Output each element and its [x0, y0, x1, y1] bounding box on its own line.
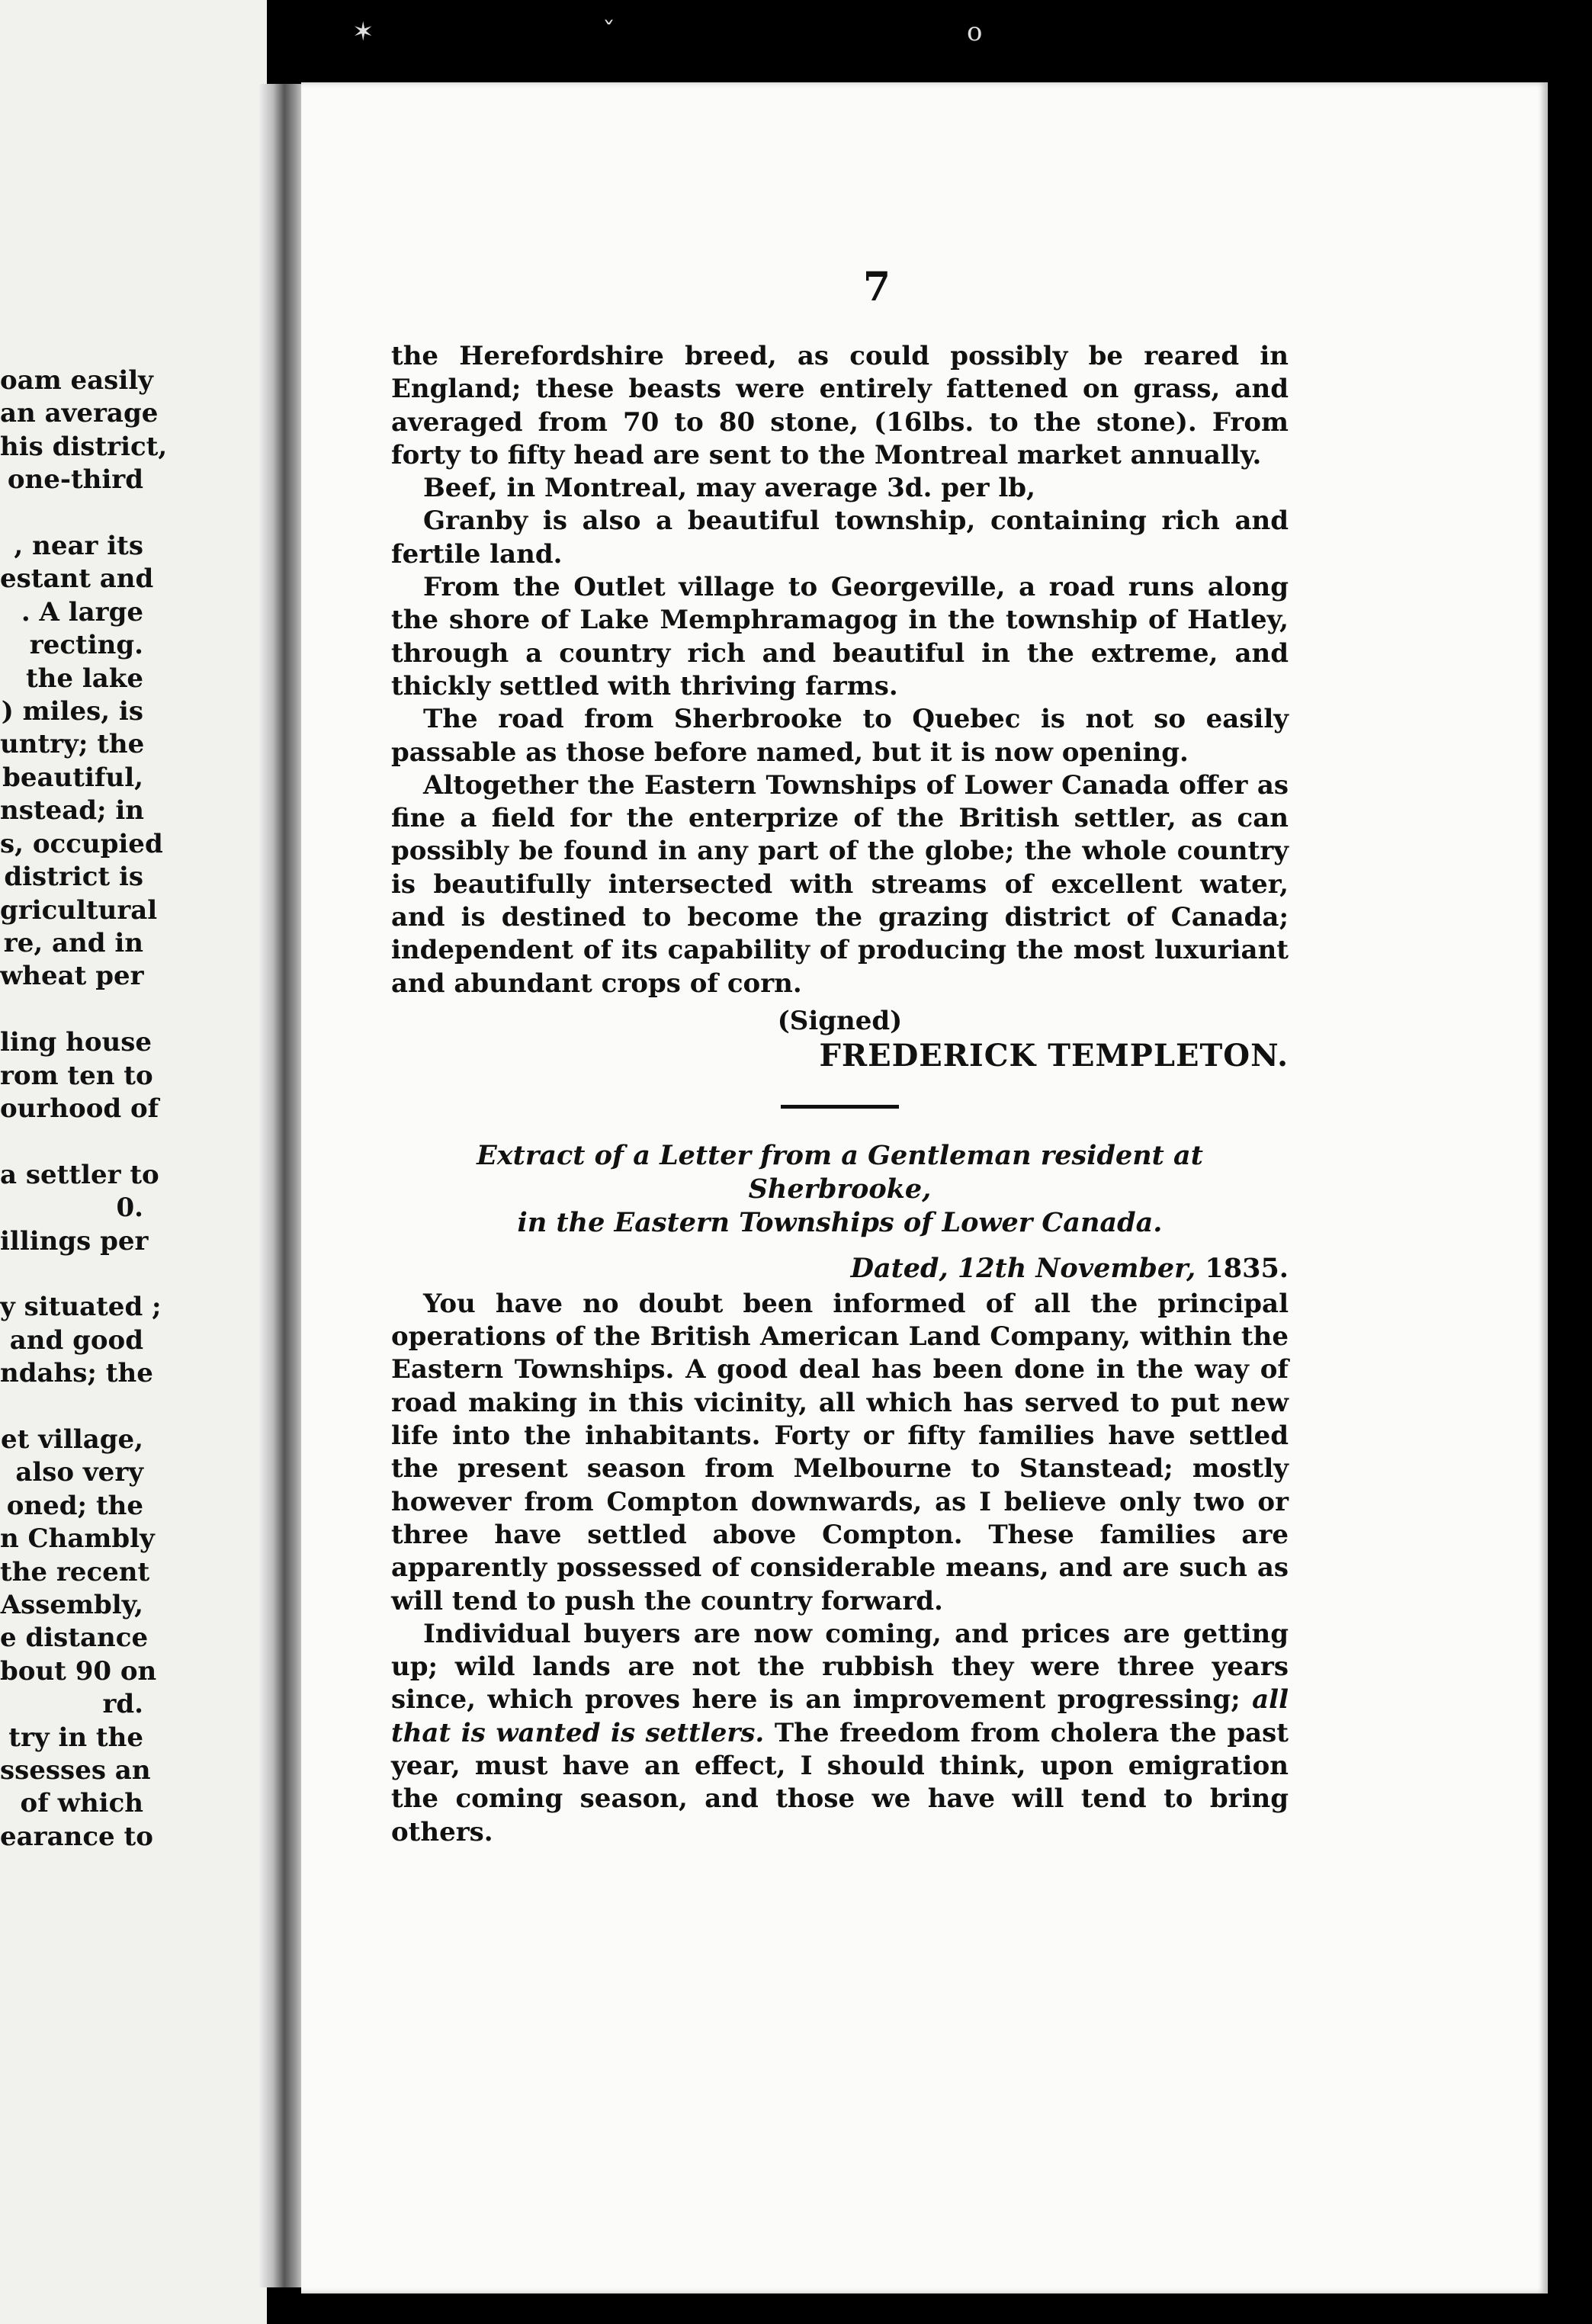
- left-page-line: [0, 497, 143, 530]
- left-page-line: beautiful,: [2, 762, 143, 793]
- left-page-line: illings per: [0, 1225, 149, 1257]
- text-run: Individual buyers are now coming, and prices are getting up; wild lands are not the rubbish they were three years since, which proves here is an improvement progressing;: [391, 1618, 1289, 1716]
- left-page-line: rd.: [102, 1689, 143, 1720]
- letter-date: [391, 1252, 1289, 1285]
- extract-heading-line: in the Eastern Townships of Lower Canada.: [517, 1206, 1163, 1238]
- left-page-line: [0, 1258, 143, 1291]
- scan-hole: o: [967, 17, 983, 47]
- left-page-line: . A large: [21, 596, 143, 628]
- left-page-line: y situated ;: [0, 1292, 162, 1323]
- left-page-line: ourhood of: [0, 1093, 159, 1124]
- text-run: The freedom from cholera the past year, must have an effect, I should think, upon emigration the coming season, and those we have will tend to bring others.: [391, 1717, 1289, 1847]
- page-number: 7: [862, 264, 891, 310]
- left-page-line: his district,: [0, 431, 168, 462]
- left-page-line: [0, 1125, 143, 1158]
- italic-phrase: all that is wanted is settlers.: [391, 1684, 1289, 1748]
- left-page-line: oam easily: [0, 365, 153, 396]
- extract-heading: [391, 1139, 1289, 1240]
- left-page-line: ssesses an: [0, 1755, 151, 1786]
- left-page-line: Assembly,: [0, 1590, 143, 1621]
- left-page-line: one-third: [7, 464, 143, 496]
- paragraph: You have no doubt been informed of all the principal operations of the British American Land Company, within the Eastern Townships. A good deal has been done in the way of road making in this vicinity, all which has served to put new life into the inhabitants. Forty or fifty families have settled the present season from Melbourne to Stanstead; mostly however from Compton downwards, as I believe only two or three have settled above Compton. These families are apparently possessed of considerable means, and are such as will tend to push the country forward.: [391, 1288, 1289, 1616]
- paragraph: [391, 1618, 1289, 1849]
- left-page-line: [0, 1391, 143, 1424]
- scan-mark: ˇ: [602, 17, 615, 47]
- left-page-line: and good: [9, 1324, 143, 1356]
- left-page-line: [0, 993, 143, 1026]
- left-page-line: , near its: [14, 531, 143, 562]
- left-page-line: ndahs; the: [0, 1358, 153, 1389]
- signed-label: (Signed): [777, 1005, 903, 1036]
- left-page-line: estant and: [0, 563, 154, 595]
- paragraph: From the Outlet village to Georgeville, a road runs along the shore of Lake Memphramagog in the township of Hatley, through a country rich and beautiful in the extreme, and thickly settled with thriving farms.: [391, 572, 1289, 701]
- paragraph: The road from Sherbrooke to Quebec is not so easily passable as those before named, but it is now opening.: [391, 704, 1289, 768]
- left-page-line: oned; the: [6, 1490, 143, 1521]
- left-page-line: earance to: [0, 1821, 153, 1852]
- extract-heading-line: Extract of a Letter from a Gentleman resident at Sherbrooke,: [477, 1139, 1203, 1205]
- document-page: [301, 82, 1548, 2294]
- left-page-line: bout 90 on: [0, 1655, 157, 1687]
- paragraph: the Herefordshire breed, as could possibly be reared in England; these beasts were entirely fattened on grass, and averaged from 70 to 80 stone, (16lbs. to the stone). From forty to fifty head are sent to the Montreal market annually.: [391, 341, 1289, 470]
- left-page-line: 0.: [116, 1192, 143, 1224]
- paragraph: Granby is also a beautiful township, containing rich and fertile land.: [391, 506, 1289, 570]
- paragraph: Beef, in Montreal, may average 3d. per lb,: [423, 473, 1035, 504]
- left-page-line: e distance: [0, 1623, 149, 1654]
- left-page-line: rom ten to: [0, 1060, 153, 1091]
- left-page-line: n Chambly: [0, 1523, 155, 1555]
- date-year: 1835.: [1205, 1252, 1289, 1284]
- left-page-line: s, occupied: [0, 828, 163, 859]
- left-page-line: nstead; in: [0, 795, 145, 827]
- left-page-line: the recent: [0, 1556, 150, 1587]
- signer-name: FREDERICK TEMPLETON.: [819, 1038, 1289, 1074]
- left-page: [0, 0, 267, 2324]
- page-body: [391, 340, 1289, 1849]
- left-page-line: wheat per: [0, 961, 144, 992]
- book-spine: [259, 84, 305, 2287]
- paragraph: Altogether the Eastern Townships of Lower Canada offer as fine a field for the enterprize of the British settler, as can possibly be found in any part of the globe; the whole country is beautifully intersected with streams of excellent water, and is destined to become the grazing district of Canada; independent of its capability of producing the most luxuriant and abundant crops of corn.: [391, 769, 1289, 999]
- section-divider: [781, 1105, 899, 1109]
- left-page-line: an average: [0, 398, 159, 429]
- left-page-line: ) miles, is: [1, 696, 143, 727]
- left-page-line: also very: [15, 1457, 143, 1488]
- left-page-text: [0, 364, 168, 1854]
- left-page-line: try in the: [8, 1722, 143, 1753]
- left-page-line: recting.: [29, 630, 143, 661]
- left-page-line: re, and in: [3, 927, 143, 958]
- scan-mark: ✶: [352, 17, 374, 47]
- date-prefix: Dated, 12th November,: [850, 1252, 1196, 1284]
- left-page-line: the lake: [25, 663, 143, 694]
- left-page-line: a settler to: [0, 1159, 159, 1190]
- left-page-line: et village,: [1, 1424, 143, 1455]
- left-page-line: of which: [20, 1788, 143, 1819]
- left-page-line: untry; the: [0, 729, 145, 760]
- left-page-line: district is: [4, 862, 143, 893]
- left-page-line: gricultural: [0, 894, 158, 926]
- left-page-line: ling house: [0, 1027, 152, 1058]
